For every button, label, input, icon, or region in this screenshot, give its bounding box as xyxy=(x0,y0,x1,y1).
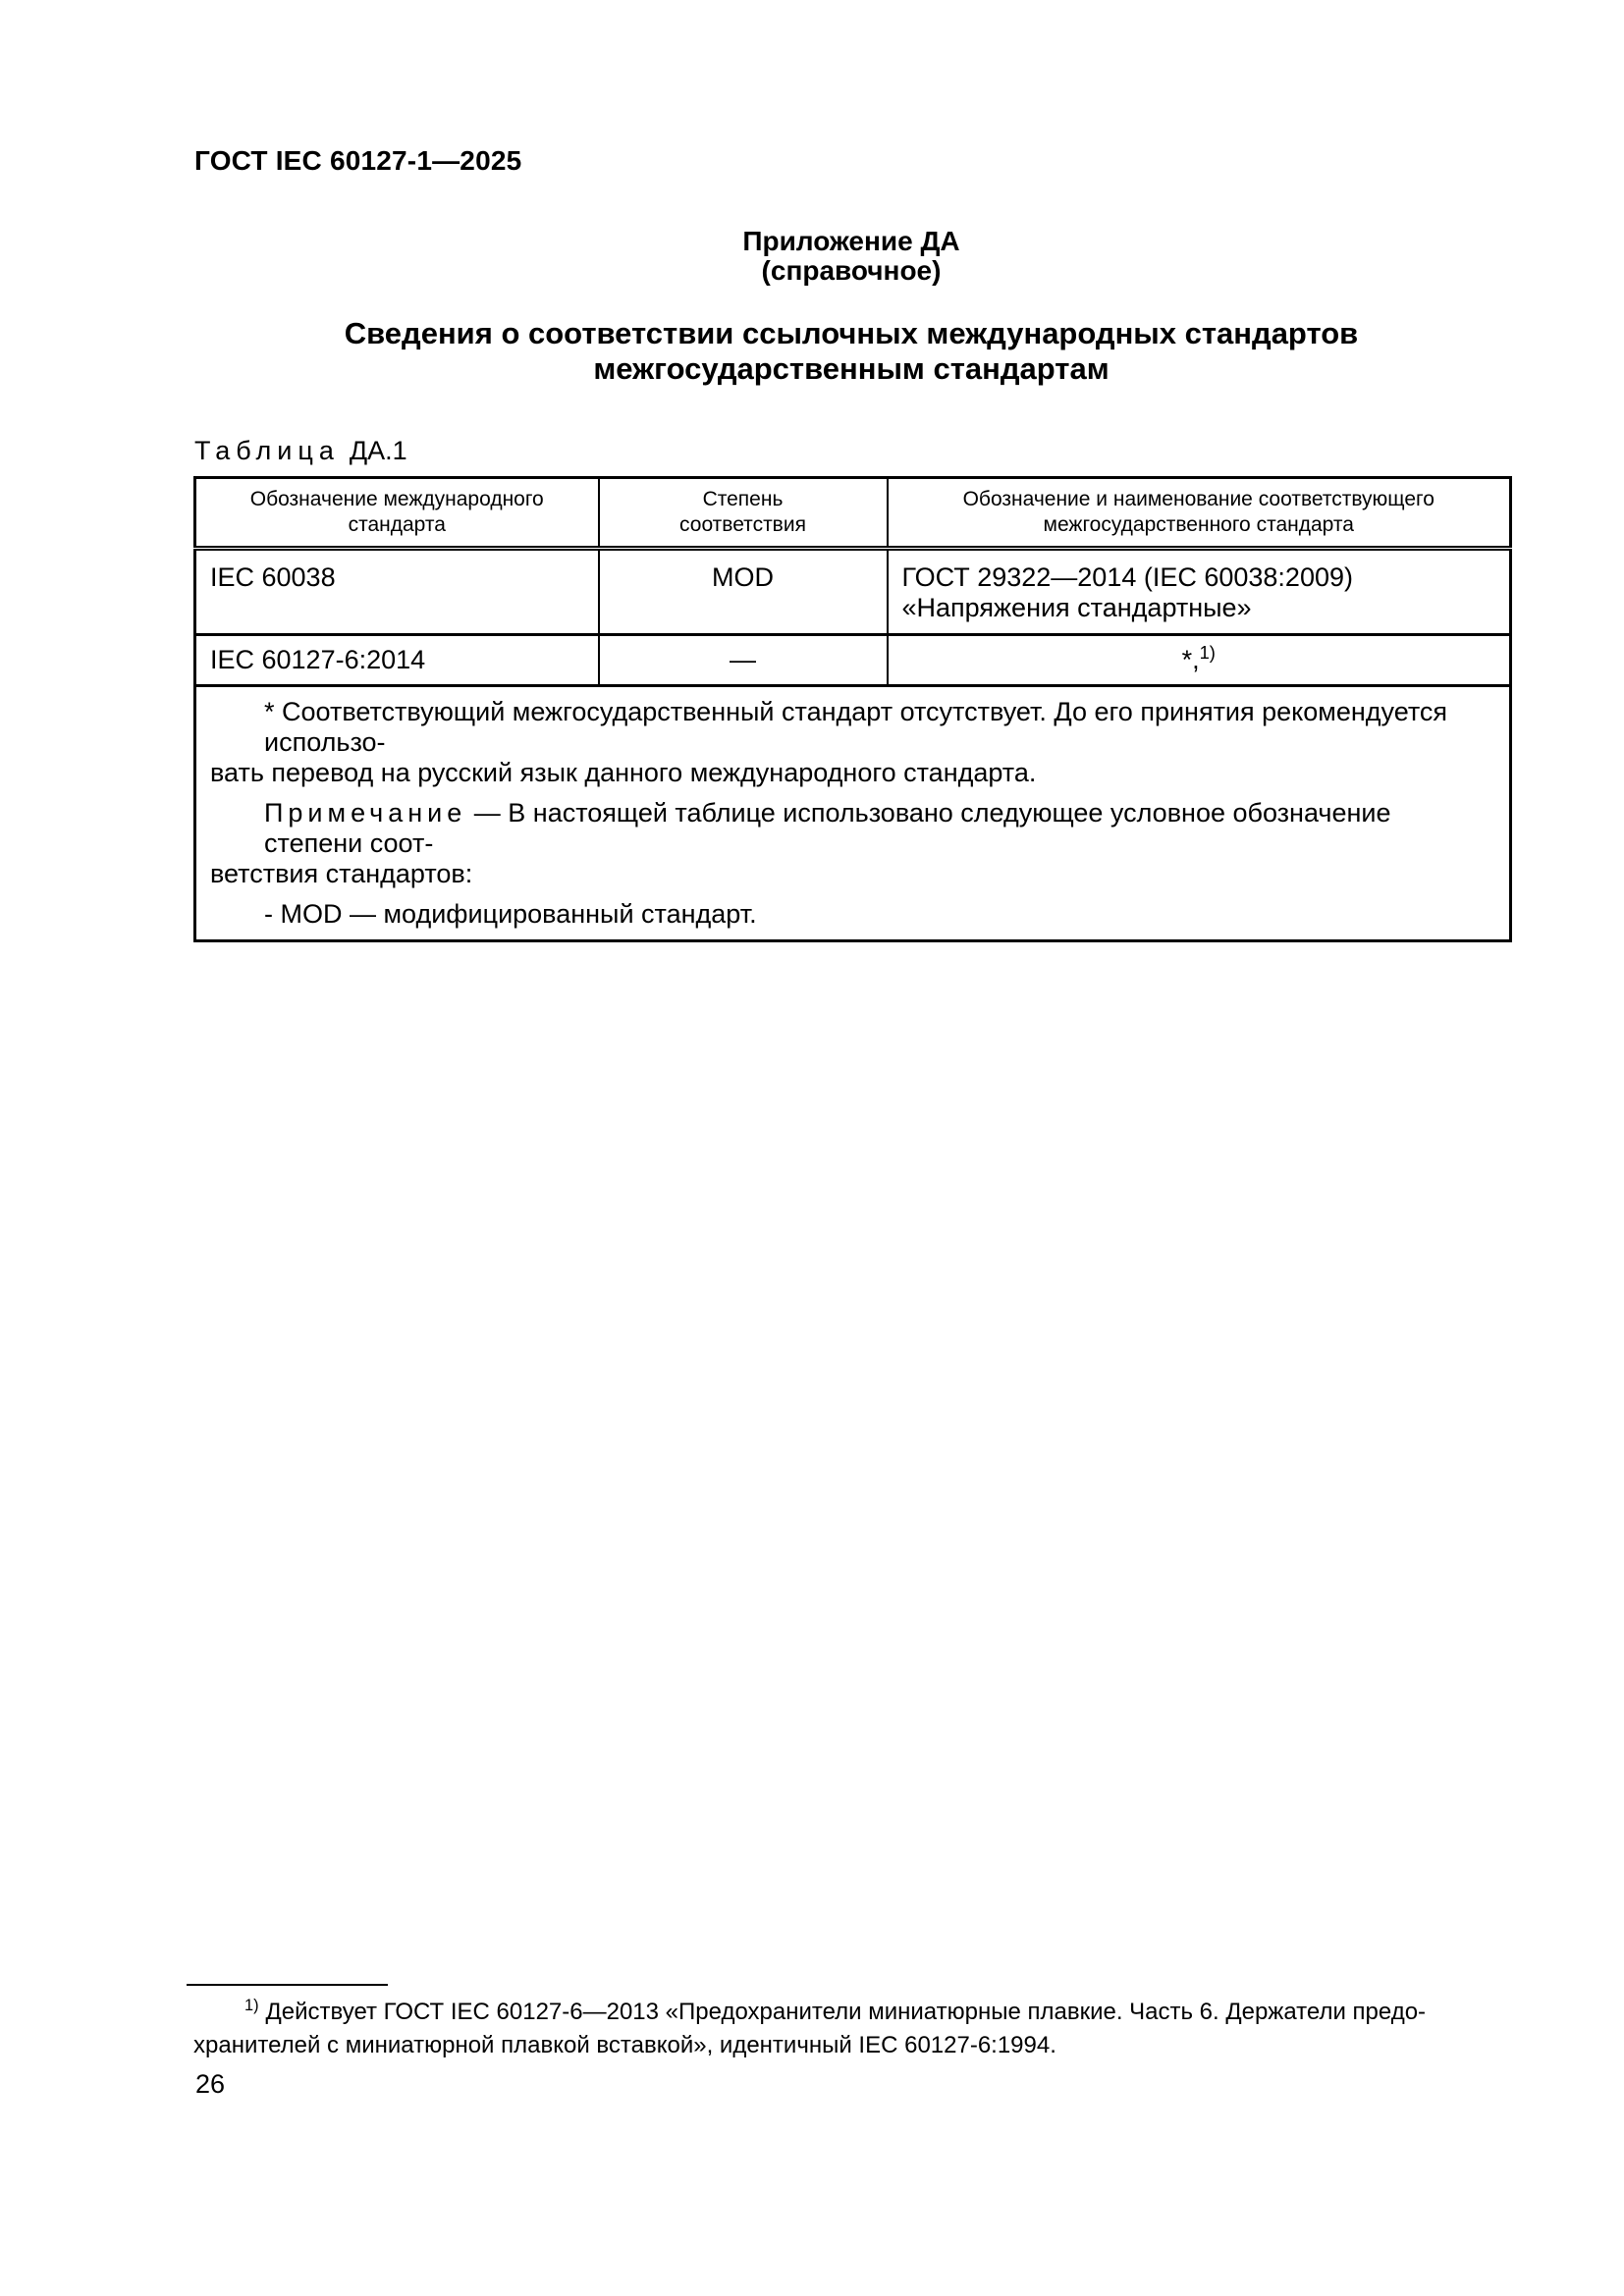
footnote-text: Действует ГОСТ IEC 60127-6—2013 «Предохранители миниатюрные плавкие. Часть 6. Держатели предо- xyxy=(265,1999,1427,2025)
mod-note xyxy=(210,899,1495,930)
column-header-gost-standard xyxy=(888,478,1511,549)
footnote-line: хранителей с миниатюрной плавкой вставкой», идентичный IEC 60127-6:1994. xyxy=(193,2032,1056,2058)
footnote-line xyxy=(193,1996,1499,2029)
general-note xyxy=(210,798,1495,889)
column-header-intl-standard xyxy=(195,478,599,549)
star-note-line: вать перевод на русский язык данного международного стандарта. xyxy=(210,758,1037,787)
column-header-line: стандарта xyxy=(348,513,446,536)
column-header-line: соответствия xyxy=(679,513,806,536)
table-row xyxy=(195,549,1511,635)
table-notes-cell xyxy=(195,686,1511,941)
footnote-divider xyxy=(187,1984,388,1986)
note-label: Примечание xyxy=(264,798,467,828)
correspondence-table xyxy=(193,476,1512,942)
appendix-heading xyxy=(193,227,1509,286)
page-title-line: Сведения о соответствии ссылочных международных стандартов xyxy=(344,316,1359,350)
star-note-line: * Соответствующий межгосударственный стандарт отсутствует. До его принятия рекомендуется использо- xyxy=(264,697,1448,757)
column-header-line: Обозначение и наименование соответствующего xyxy=(962,488,1435,510)
absent-marker: *, xyxy=(1181,645,1200,674)
table-caption-word: Таблица xyxy=(194,436,340,465)
page-number: 26 xyxy=(195,2069,226,2099)
general-note-line: ветствия стандартов: xyxy=(210,859,473,888)
footnote-ref-marker: 1) xyxy=(1199,642,1216,663)
page-footnote xyxy=(193,1996,1499,2062)
cell-degree: MOD xyxy=(599,549,888,635)
cell-intl-standard: IEC 60038 xyxy=(195,549,599,635)
table-row xyxy=(195,635,1511,686)
footnote-marker: 1) xyxy=(244,1997,259,2014)
general-note-line xyxy=(210,798,1495,859)
cell-gost-standard xyxy=(888,635,1511,686)
appendix-label: Приложение ДА xyxy=(742,226,960,256)
mod-note-line: - MOD — модифицированный стандарт. xyxy=(264,899,757,929)
cell-intl-standard: IEC 60127-6:2014 xyxy=(195,635,599,686)
appendix-kind: (справочное) xyxy=(761,255,942,286)
table-notes-row xyxy=(195,686,1511,941)
page-title-line: межгосударственным стандартам xyxy=(593,351,1110,386)
column-header-line: Обозначение международного xyxy=(249,488,544,510)
table-caption xyxy=(194,436,407,466)
cell-gost-standard: ГОСТ 29322—2014 (IEC 60038:2009) «Напряжения стандартные» xyxy=(888,549,1511,635)
column-header-line: Степень xyxy=(702,488,784,510)
star-note xyxy=(210,697,1495,788)
note-text: — В настоящей таблице использовано следующее условное обозначение степени соот- xyxy=(264,798,1391,858)
column-header-line: межгосударственного стандарта xyxy=(1043,513,1354,536)
table-caption-number: ДА.1 xyxy=(349,436,407,465)
doc-code: ГОСТ IEC 60127-1—2025 xyxy=(194,145,522,176)
cell-degree: — xyxy=(599,635,888,686)
page-title xyxy=(193,316,1509,387)
column-header-degree xyxy=(599,478,888,549)
table-header-row xyxy=(195,478,1511,549)
